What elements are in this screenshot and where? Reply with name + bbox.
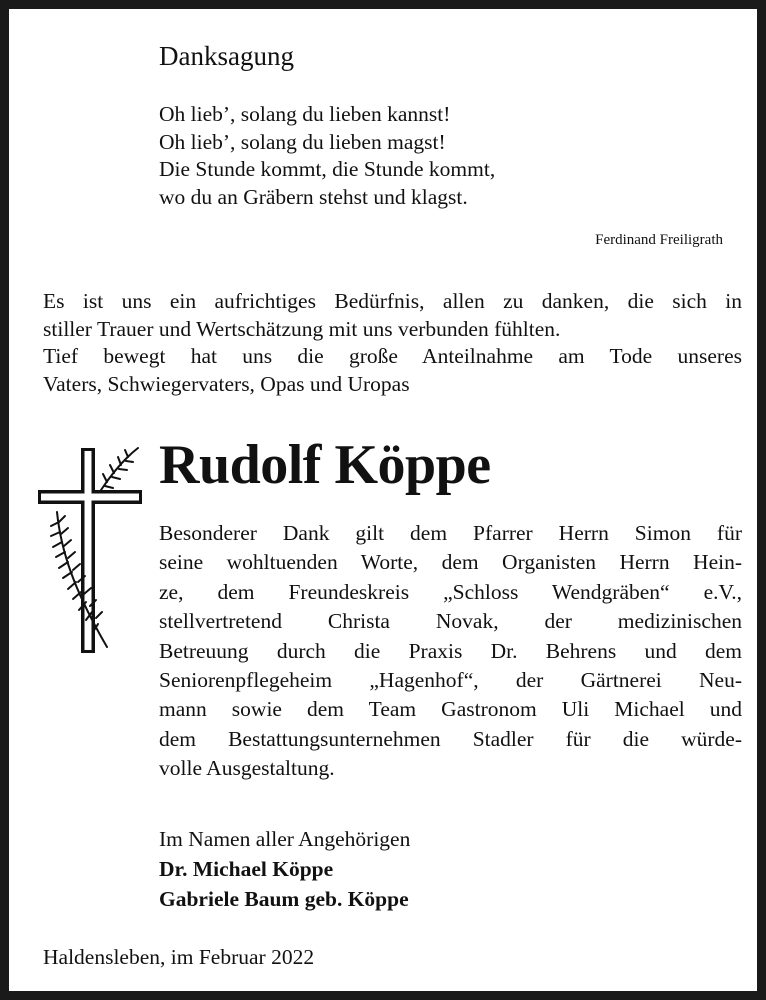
deceased-name: Rudolf Köppe	[159, 434, 491, 496]
poem-author: Ferdinand Freiligrath	[595, 232, 723, 248]
signature-block	[159, 824, 410, 914]
intro-line: stiller Trauer und Wertschätzung mit uns verbunden fühlten.	[43, 316, 561, 341]
notice-heading: Danksagung	[159, 41, 294, 71]
poem-line: wo du an Gräbern stehst und klagst.	[159, 184, 468, 209]
thanks-line: mann sowie dem Team Gastronom Uli Michael und	[159, 697, 742, 722]
signatory-name: Gabriele Baum geb. Köppe	[159, 887, 409, 911]
thanks-line: stellvertretend Christa Novak, der medizinischen	[159, 609, 742, 634]
intro-paragraph	[43, 288, 742, 398]
signatory-name: Dr. Michael Köppe	[159, 857, 334, 881]
signature-intro: Im Namen aller Angehörigen	[159, 827, 411, 851]
cross-with-palm-branch-icon	[35, 442, 147, 662]
intro-line: Es ist uns ein aufrichtiges Bedürfnis, allen zu danken, die sich in	[43, 289, 742, 313]
poem	[159, 101, 495, 211]
poem-line: Oh lieb’, solang du lieben magst!	[159, 129, 446, 154]
intro-line: Vaters, Schwiegervaters, Opas und Uropas	[43, 371, 410, 396]
thanks-line: Besonderer Dank gilt dem Pfarrer Herrn Simon für	[159, 521, 742, 545]
poem-line: Oh lieb’, solang du lieben kannst!	[159, 102, 451, 126]
thanks-line: Seniorenpflegeheim „Hagenhof“, der Gärtnerei Neu-	[159, 668, 742, 693]
thanks-paragraph	[159, 519, 742, 784]
poem-line: Die Stunde kommt, die Stunde kommt,	[159, 157, 496, 181]
thanks-line: ze, dem Freundeskreis „Schloss Wendgräben“ e.V.,	[159, 579, 742, 604]
thanks-line: volle Ausgestaltung.	[159, 756, 335, 781]
thanks-line: Betreuung durch die Praxis Dr. Behrens und dem	[159, 638, 742, 663]
thanks-line: dem Bestattungsunternehmen Stadler für die würde-	[159, 726, 742, 751]
place-and-date: Haldensleben, im Februar 2022	[43, 945, 315, 969]
thanks-line: seine wohltuenden Worte, dem Organisten Herrn Hein-	[159, 550, 742, 575]
intro-line: Tief bewegt hat uns die große Anteilnahme am Tode unseres	[43, 344, 742, 368]
